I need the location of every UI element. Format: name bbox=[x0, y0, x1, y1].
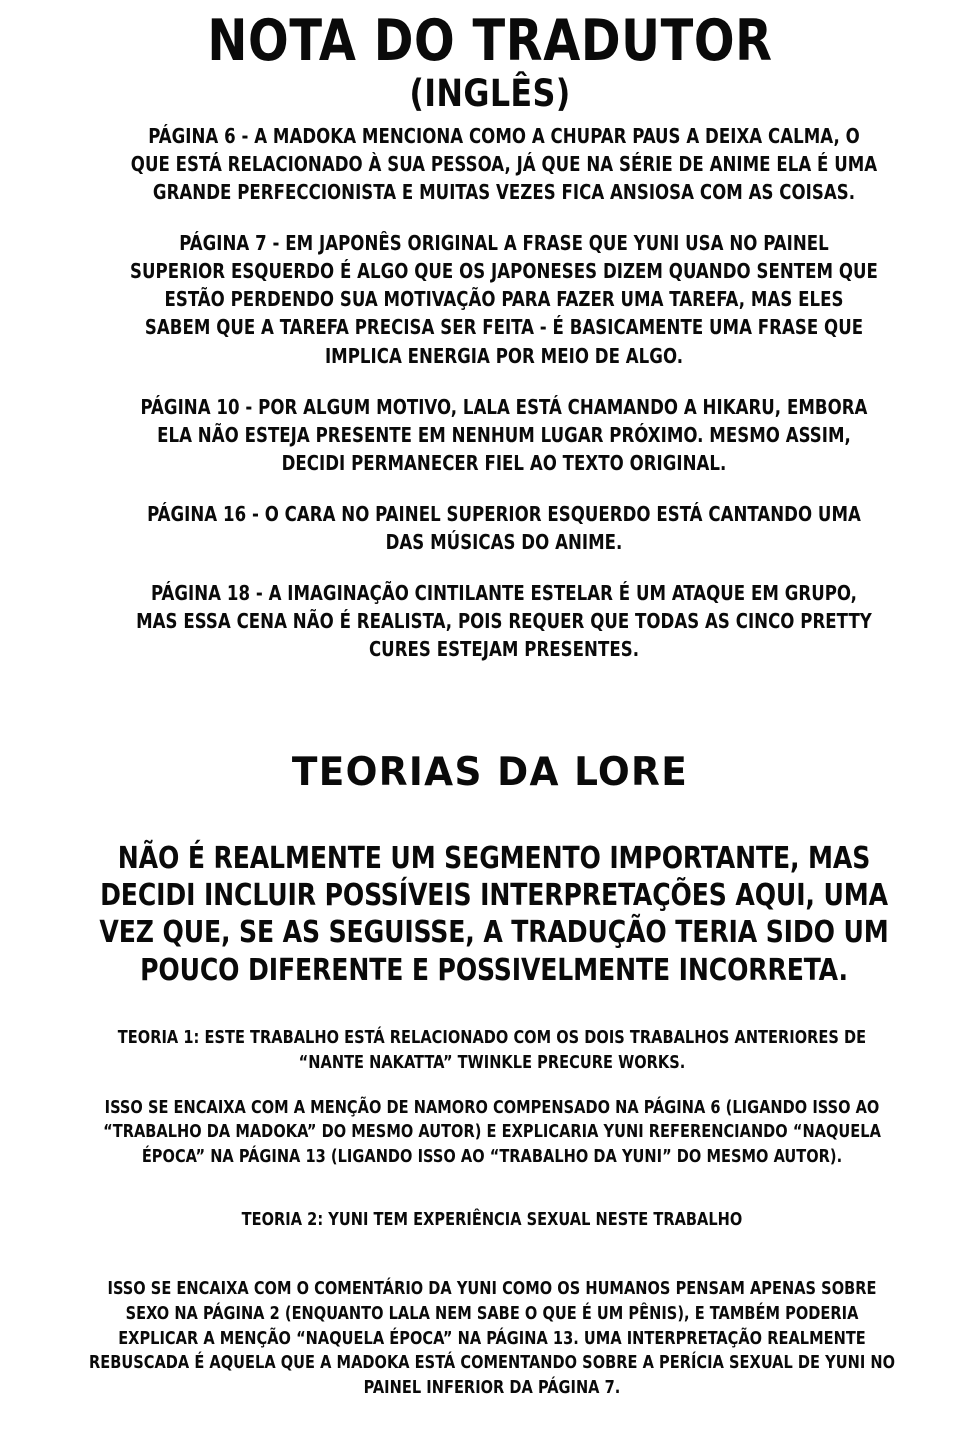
theory-2-statement: TEORIA 2: YUNI TEM EXPERIÊNCIA SEXUAL NESTE TRABALHO bbox=[241, 1209, 743, 1231]
lore-intro-text: NÃO É REALMENTE UM SEGMENTO IMPORTANTE, MAS DECIDI INCLUIR POSSÍVEIS INTERPRETAÇÕES AQUI, UMA VEZ QUE, SE AS SEGUISSE, A TRADUÇÃO TERIA SIDO UM POUCO DIFERENTE E POSSIVELMENTE INCORRETA. bbox=[99, 841, 889, 988]
page-subtitle: (INGLÊS) bbox=[409, 71, 571, 115]
lore-theories-section bbox=[44, 1026, 940, 1401]
note-paragraph: PÁGINA 7 - EM JAPONÊS ORIGINAL A FRASE QUE YUNI USA NO PAINEL SUPERIOR ESQUERDO É ALGO QUE OS JAPONESES DIZEM QUANDO SENTEM QUE ESTÃO PERDENDO SUA MOTIVAÇÃO PARA FAZER UMA TAREFA, MAS ELES SABEM QUE A TAREFA PRECISA SER FEITA - É BASICAMENTE UMA FRASE QUE IMPLICA ENERGIA POR MEIO DE ALGO. bbox=[130, 231, 878, 368]
spacer bbox=[44, 1170, 940, 1208]
theory-2-explanation: ISSO SE ENCAIXA COM O COMENTÁRIO DA YUNI COMO OS HUMANOS PENSAM APENAS SOBRE SEXO NA PÁGINA 2 (ENQUANTO LALA NEM SABE O QUE É UM PÊNIS), E TAMBÉM PODERIA EXPLICAR A MENÇÃO “NAQUELA ÉPOCA” NA PÁGINA 13. UMA INTERPRETAÇÃO REALMENTE REBUSCADA É AQUELA QUE A MADOKA ESTÁ COMENTANDO SOBRE A PERÍCIA SEXUAL DE YUNI NO PAINEL INFERIOR DA PÁGINA 7. bbox=[88, 1277, 896, 1399]
spacer bbox=[44, 1233, 940, 1277]
spacer bbox=[44, 1076, 940, 1096]
note-paragraph: PÁGINA 6 - A MADOKA MENCIONA COMO A CHUPAR PAUS A DEIXA CALMA, O QUE ESTÁ RELACIONADO À SUA PESSOA, JÁ QUE NA SÉRIE DE ANIME ELA É UMA GRANDE PERFECCIONISTA E MUITAS VEZES FICA ANSIOSA COM AS COISAS. bbox=[130, 124, 878, 205]
theory-1-statement: TEORIA 1: ESTE TRABALHO ESTÁ RELACIONADO COM OS DOIS TRABALHOS ANTERIORES DE “NANTE NAKATTA” TWINKLE PRECURE WORKS. bbox=[117, 1027, 867, 1073]
theory-1-explanation: ISSO SE ENCAIXA COM A MENÇÃO DE NAMORO COMPENSADO NA PÁGINA 6 (LIGANDO ISSO AO “TRABALHO DA MADOKA” DO MESMO AUTOR) E EXPLICARIA YUNI REFERENCIANDO “NAQUELA ÉPOCA” NA PÁGINA 13 (LIGANDO ISSO AO “TRABALHO DA YUNI” DO MESMO AUTOR). bbox=[103, 1096, 881, 1168]
page-title: NOTA DO TRADUTOR bbox=[207, 8, 773, 74]
note-paragraph: PÁGINA 10 - POR ALGUM MOTIVO, LALA ESTÁ CHAMANDO A HIKARU, EMBORA ELA NÃO ESTEJA PRESENTE EM NENHUM LUGAR PRÓXIMO. MESMO ASSIM, DECIDI PERMANECER FIEL AO TEXTO ORIGINAL. bbox=[140, 394, 868, 475]
note-paragraph: PÁGINA 16 - O CARA NO PAINEL SUPERIOR ESQUERDO ESTÁ CANTANDO UMA DAS MÚSICAS DO ANIME. bbox=[147, 501, 861, 554]
title-block bbox=[0, 8, 980, 115]
translator-notes-section bbox=[88, 122, 920, 686]
lore-section-heading: TEORIAS DA LORE bbox=[291, 750, 689, 795]
note-paragraph: PÁGINA 18 - A IMAGINAÇÃO CINTILANTE ESTELAR É UM ATAQUE EM GRUPO, MAS ESSA CENA NÃO É REALISTA, POIS REQUER QUE TODAS AS CINCO PRETTY CURES ESTEJAM PRESENTES. bbox=[136, 581, 872, 662]
